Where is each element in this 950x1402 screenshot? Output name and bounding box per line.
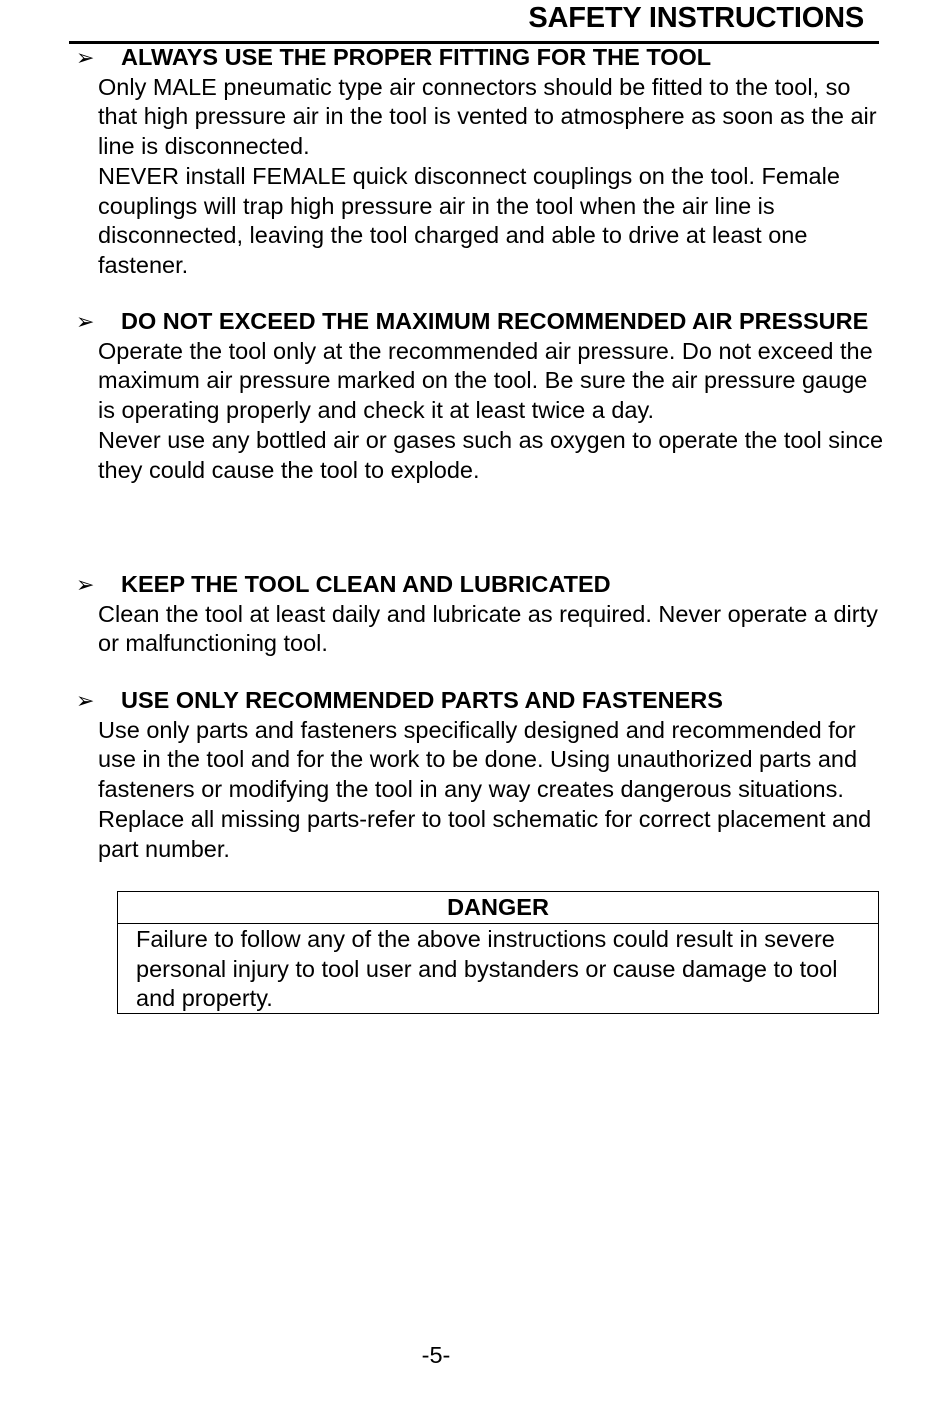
section-paragraph: Use only parts and fasteners specifically designed and recommended for use in the tool and for the work to be done. Using unauthorized parts and fasteners or modifying the tool in any way creates dangerous situations. Replace all missing parts-refer to tool schematic for correct placement and part number. — [98, 716, 872, 862]
section-body — [76, 337, 886, 486]
section-recommended-parts — [76, 686, 886, 864]
section-body — [76, 600, 886, 659]
section-heading-text: USE ONLY RECOMMENDED PARTS AND FASTENERS — [121, 687, 723, 713]
section-heading-text: KEEP THE TOOL CLEAN AND LUBRICATED — [121, 571, 611, 597]
page-title: SAFETY INSTRUCTIONS — [528, 2, 864, 34]
arrow-bullet-icon: ➢ — [76, 45, 95, 70]
danger-title: DANGER — [118, 892, 878, 924]
section-clean-lubricated — [76, 570, 886, 659]
section-heading-text: ALWAYS USE THE PROPER FITTING FOR THE TOOL — [121, 44, 712, 70]
section-paragraph: Never use any bottled air or gases such as oxygen to operate the tool since they could cause the tool to explode. — [98, 426, 884, 483]
section-body — [76, 716, 886, 865]
section-air-pressure — [76, 307, 886, 485]
danger-text: Failure to follow any of the above instructions could result in severe personal injury to tool user and bystanders or cause damage to tool and property. — [136, 926, 838, 1012]
arrow-bullet-icon: ➢ — [76, 688, 95, 713]
section-body — [76, 73, 886, 281]
section-heading — [76, 307, 886, 337]
section-heading — [76, 686, 886, 716]
section-paragraph: Only MALE pneumatic type air connectors should be fitted to the tool, so that high pressure air in the tool is vented to atmosphere as soon as the air line is disconnected. — [98, 73, 877, 160]
arrow-bullet-icon: ➢ — [76, 572, 95, 597]
section-paragraph: Clean the tool at least daily and lubricate as required. Never operate a dirty or malfunctioning tool. — [98, 600, 878, 657]
section-proper-fitting — [76, 43, 886, 281]
section-paragraph: Operate the tool only at the recommended air pressure. Do not exceed the maximum air pressure marked on the tool. Be sure the air pressure gauge is operating properly and check it at least twice a day. — [98, 337, 873, 424]
page-number: -5- — [421, 1342, 451, 1368]
section-heading-text: DO NOT EXCEED THE MAXIMUM RECOMMENDED AIR PRESSURE — [121, 308, 869, 334]
section-heading — [76, 570, 886, 600]
section-heading — [76, 43, 886, 73]
danger-box — [117, 891, 879, 1014]
section-paragraph: NEVER install FEMALE quick disconnect couplings on the tool. Female couplings will trap high pressure air in the tool when the air line is disconnected, leaving the tool charged and able to drive at least one fastener. — [98, 162, 840, 278]
arrow-bullet-icon: ➢ — [76, 309, 95, 334]
